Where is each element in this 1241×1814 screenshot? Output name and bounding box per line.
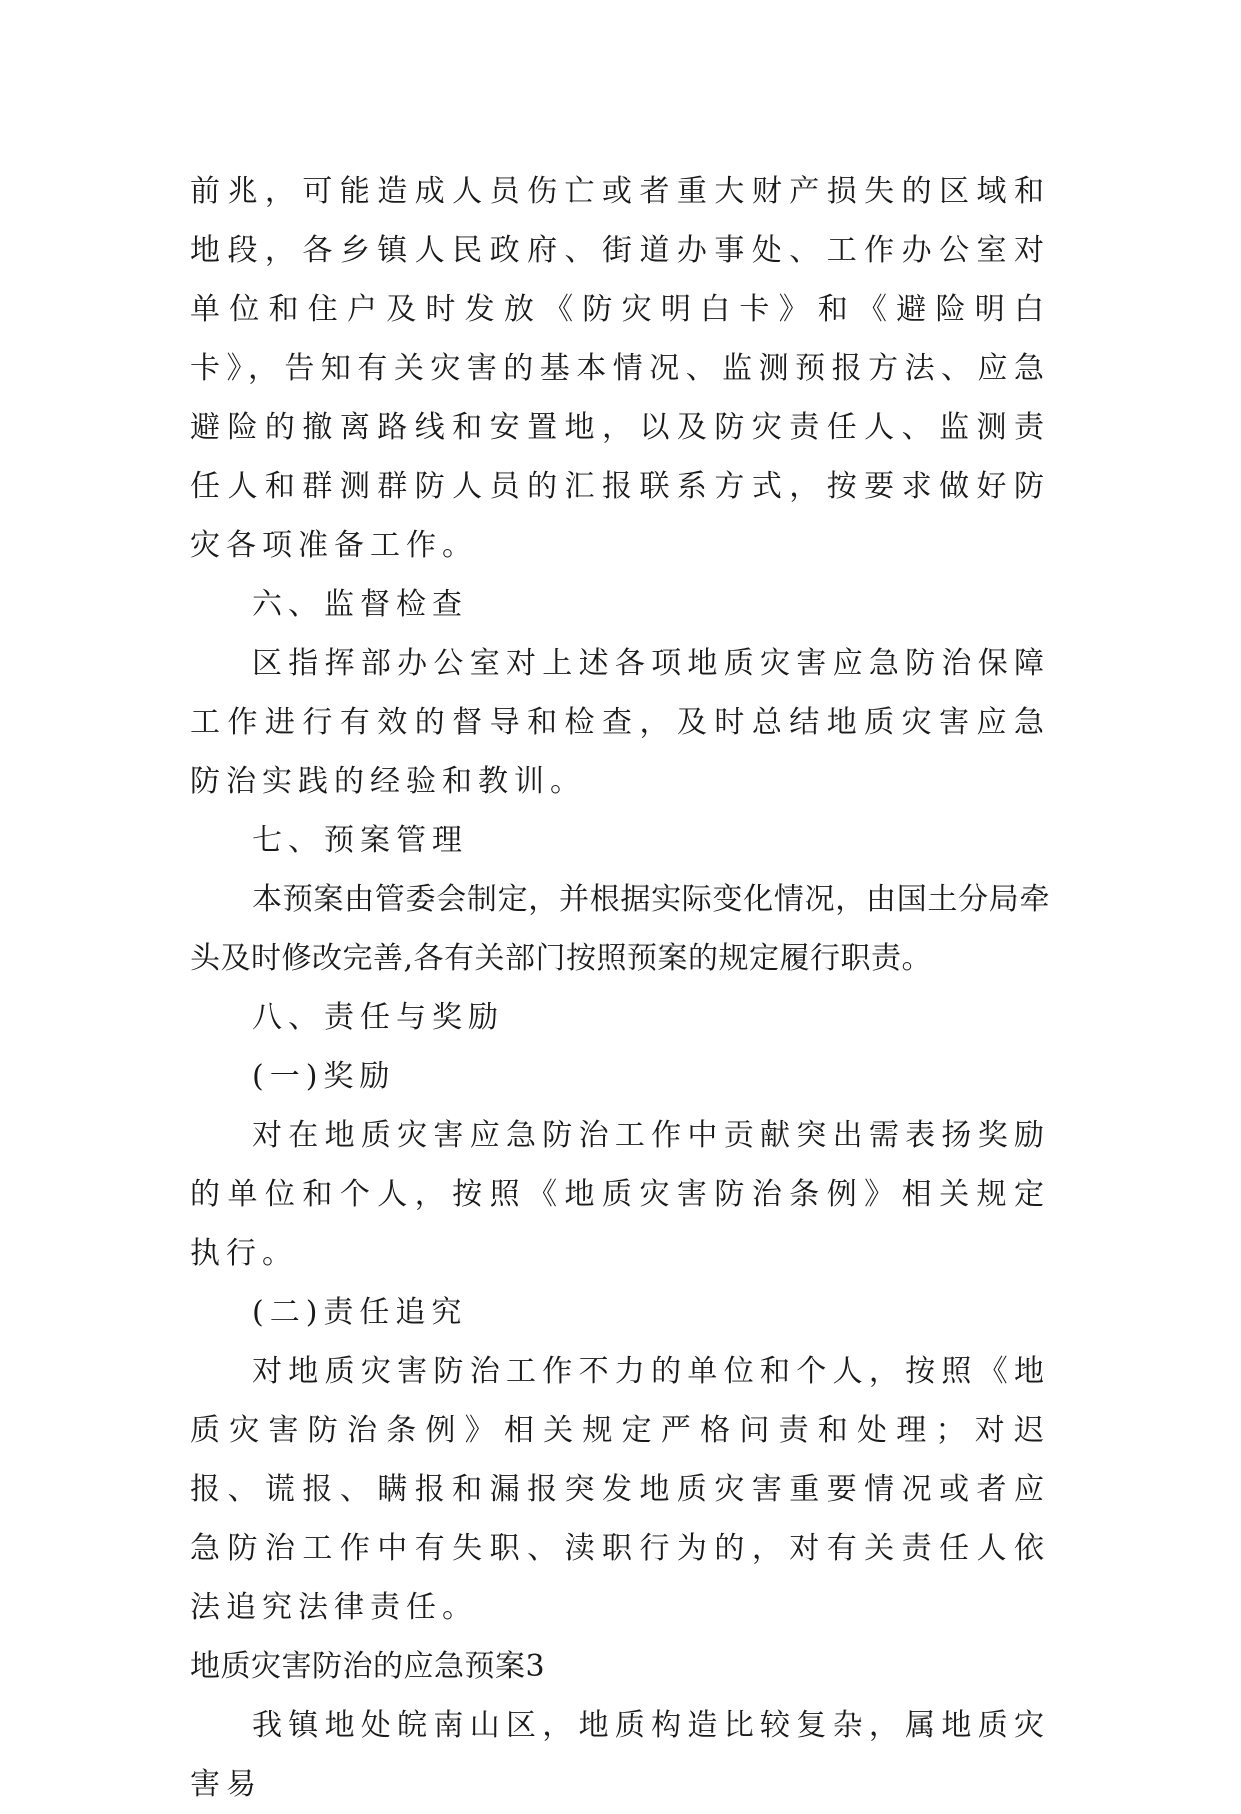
paragraph-town-overview: 我镇地处皖南山区，地质构造比较复杂，属地质灾害易 — [190, 1708, 1050, 1802]
heading-responsibility-rewards: 八、责任与奖励 — [252, 1000, 504, 1035]
paragraph-plan-management: 本预案由管委会制定，并根据实际变化情况，由国土分局牵头及时修改完善,各有关部门按照预案的规定履行职责。 — [190, 882, 1050, 976]
heading-supervision-inspection: 六、监督检查 — [252, 587, 468, 622]
paragraph-rewards: 对在地质灾害应急防治工作中贡献突出需表扬奖励的单位和个人，按照《地质灾害防治条例》相关规定执行。 — [190, 1118, 1050, 1271]
paragraph-supervision-inspection: 区指挥部办公室对上述各项地质灾害应急防治保障工作进行有效的督导和检查，及时总结地质灾害应急防治实践的经验和教训。 — [190, 646, 1050, 799]
document-body — [190, 162, 1050, 1814]
subheading-accountability: (二)责任追究 — [252, 1295, 468, 1330]
section-title-emergency-plan-3: 地质灾害防治的应急预案3 — [190, 1649, 546, 1684]
paragraph-hazard-zones: 前兆，可能造成人员伤亡或者重大财产损失的区域和地段，各乡镇人民政府、街道办事处、工作办公室对单位和住户及时发放《防灾明白卡》和《避险明白卡》，告知有关灾害的基本情况、监测预报方法、应急避险的撤离路线和安置地，以及防灾责任人、监测责任人和群测群防人员的汇报联系方式，按要求做好防灾各项准备工作。 — [190, 174, 1050, 563]
heading-plan-management: 七、预案管理 — [252, 823, 468, 858]
paragraph-accountability: 对地质灾害防治工作不力的单位和个人，按照《地质灾害防治条例》相关规定严格问责和处理；对迟报、谎报、瞒报和漏报突发地质灾害重要情况或者应急防治工作中有失职、渎职行为的，对有关责任人依法追究法律责任。 — [190, 1354, 1050, 1625]
subheading-rewards: (一)奖励 — [252, 1059, 396, 1094]
